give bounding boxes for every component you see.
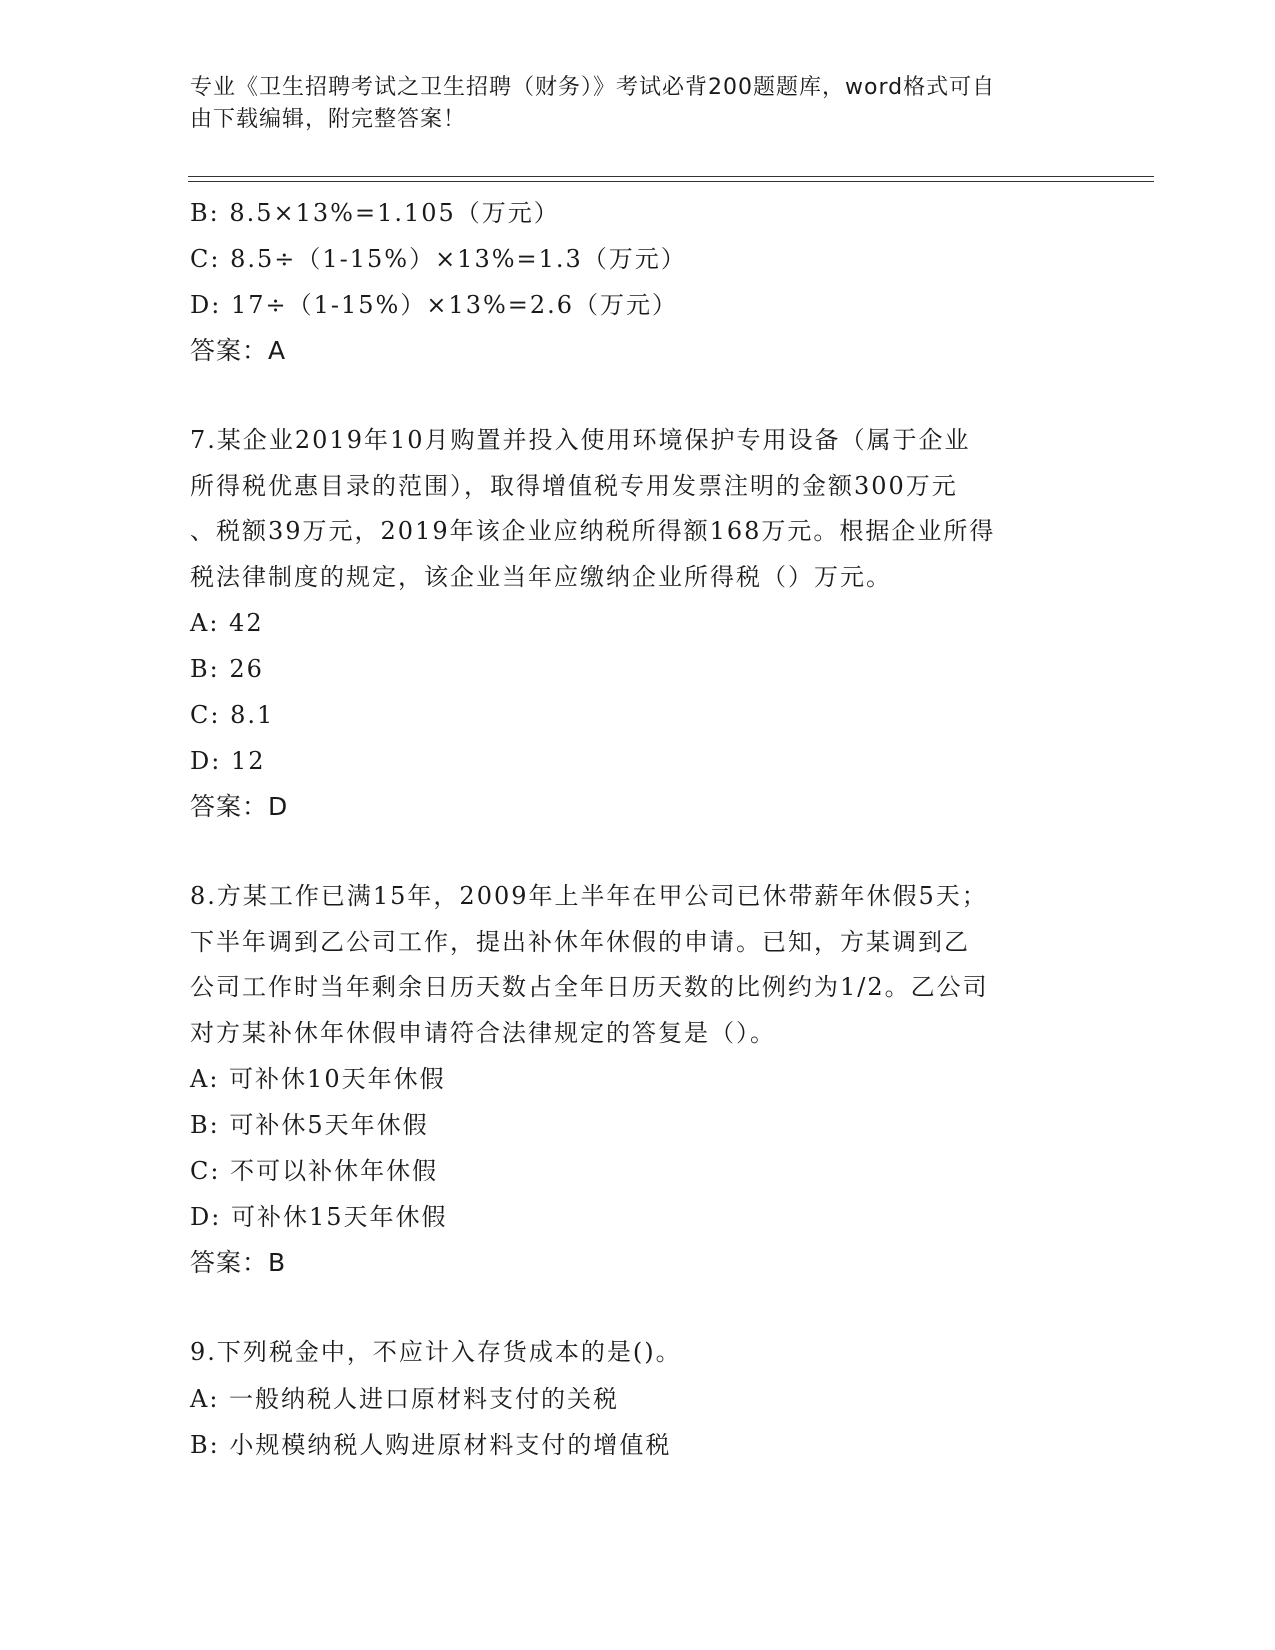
question-stem-line: 税法律制度的规定，该企业当年应缴纳企业所得税（）万元。 [190,562,892,591]
question-stem-line: 所得税优惠目录的范围），取得增值税专用发票注明的金额300万元 [190,471,958,500]
option-b: B: 可补休5天年休假 [190,1111,429,1139]
header-line-2: 由下载编辑，附完整答案！ [190,107,467,132]
question-gap [190,830,1090,874]
question-7 [190,418,1090,830]
option-b: B: 8.5×13%=1.105（万元） [190,199,560,227]
answer-line: 答案：B [190,1248,287,1277]
question-gap [190,1286,1090,1330]
option-c: C: 8.1 [190,701,275,729]
question-stem-line: 9.下列税金中，不应计入存货成本的是()。 [190,1338,682,1366]
option-b: B: 26 [190,655,264,683]
question-stem-line: 对方某补休年休假申请符合法律规定的答复是（）。 [190,1018,776,1047]
option-c: C: 不可以补休年休假 [190,1157,439,1185]
question-gap [190,374,1090,418]
question-stem-line: 下半年调到乙公司工作，提出补休年休假的申请。已知，方某调到乙 [190,927,970,956]
header-divider-bottom [188,181,1154,182]
option-d: D: 12 [190,747,266,775]
option-a: A: 42 [190,609,264,637]
option-c: C: 8.5÷（1-15%）×13%=1.3（万元） [190,245,687,273]
question-stem-line: 公司工作时当年剩余日历天数占全年日历天数的比例约为1/2。乙公司 [190,973,989,1001]
question-stem-line: 8.方某工作已满15年，2009年上半年在甲公司已休带薪年休假5天； [190,882,988,910]
question-8 [190,874,1090,1286]
option-b: B: 小规模纳税人购进原材料支付的增值税 [190,1430,672,1459]
question-content [190,190,1090,1468]
question-stem-line: 7.某企业2019年10月购置并投入使用环境保护专用设备（属于企业 [190,426,971,454]
header-divider-top [188,176,1154,177]
answer-line: 答案：D [190,792,289,821]
document-header [190,72,1080,136]
option-a: A: 可补休10天年休假 [190,1065,446,1093]
answer-line: 答案：A [190,336,287,365]
question-6-tail [190,190,1090,374]
question-stem-line: 、税额39万元，2019年该企业应纳税所得额168万元。根据企业所得 [190,517,996,545]
option-a: A: 一般纳税人进口原材料支付的关税 [190,1384,620,1413]
option-d: D: 17÷（1-15%）×13%=2.6（万元） [190,291,679,319]
question-9 [190,1330,1090,1468]
option-d: D: 可补休15天年休假 [190,1203,448,1231]
header-line-1: 专业《卫生招聘考试之卫生招聘（财务）》考试必背200题题库，word格式可自 [190,75,996,100]
